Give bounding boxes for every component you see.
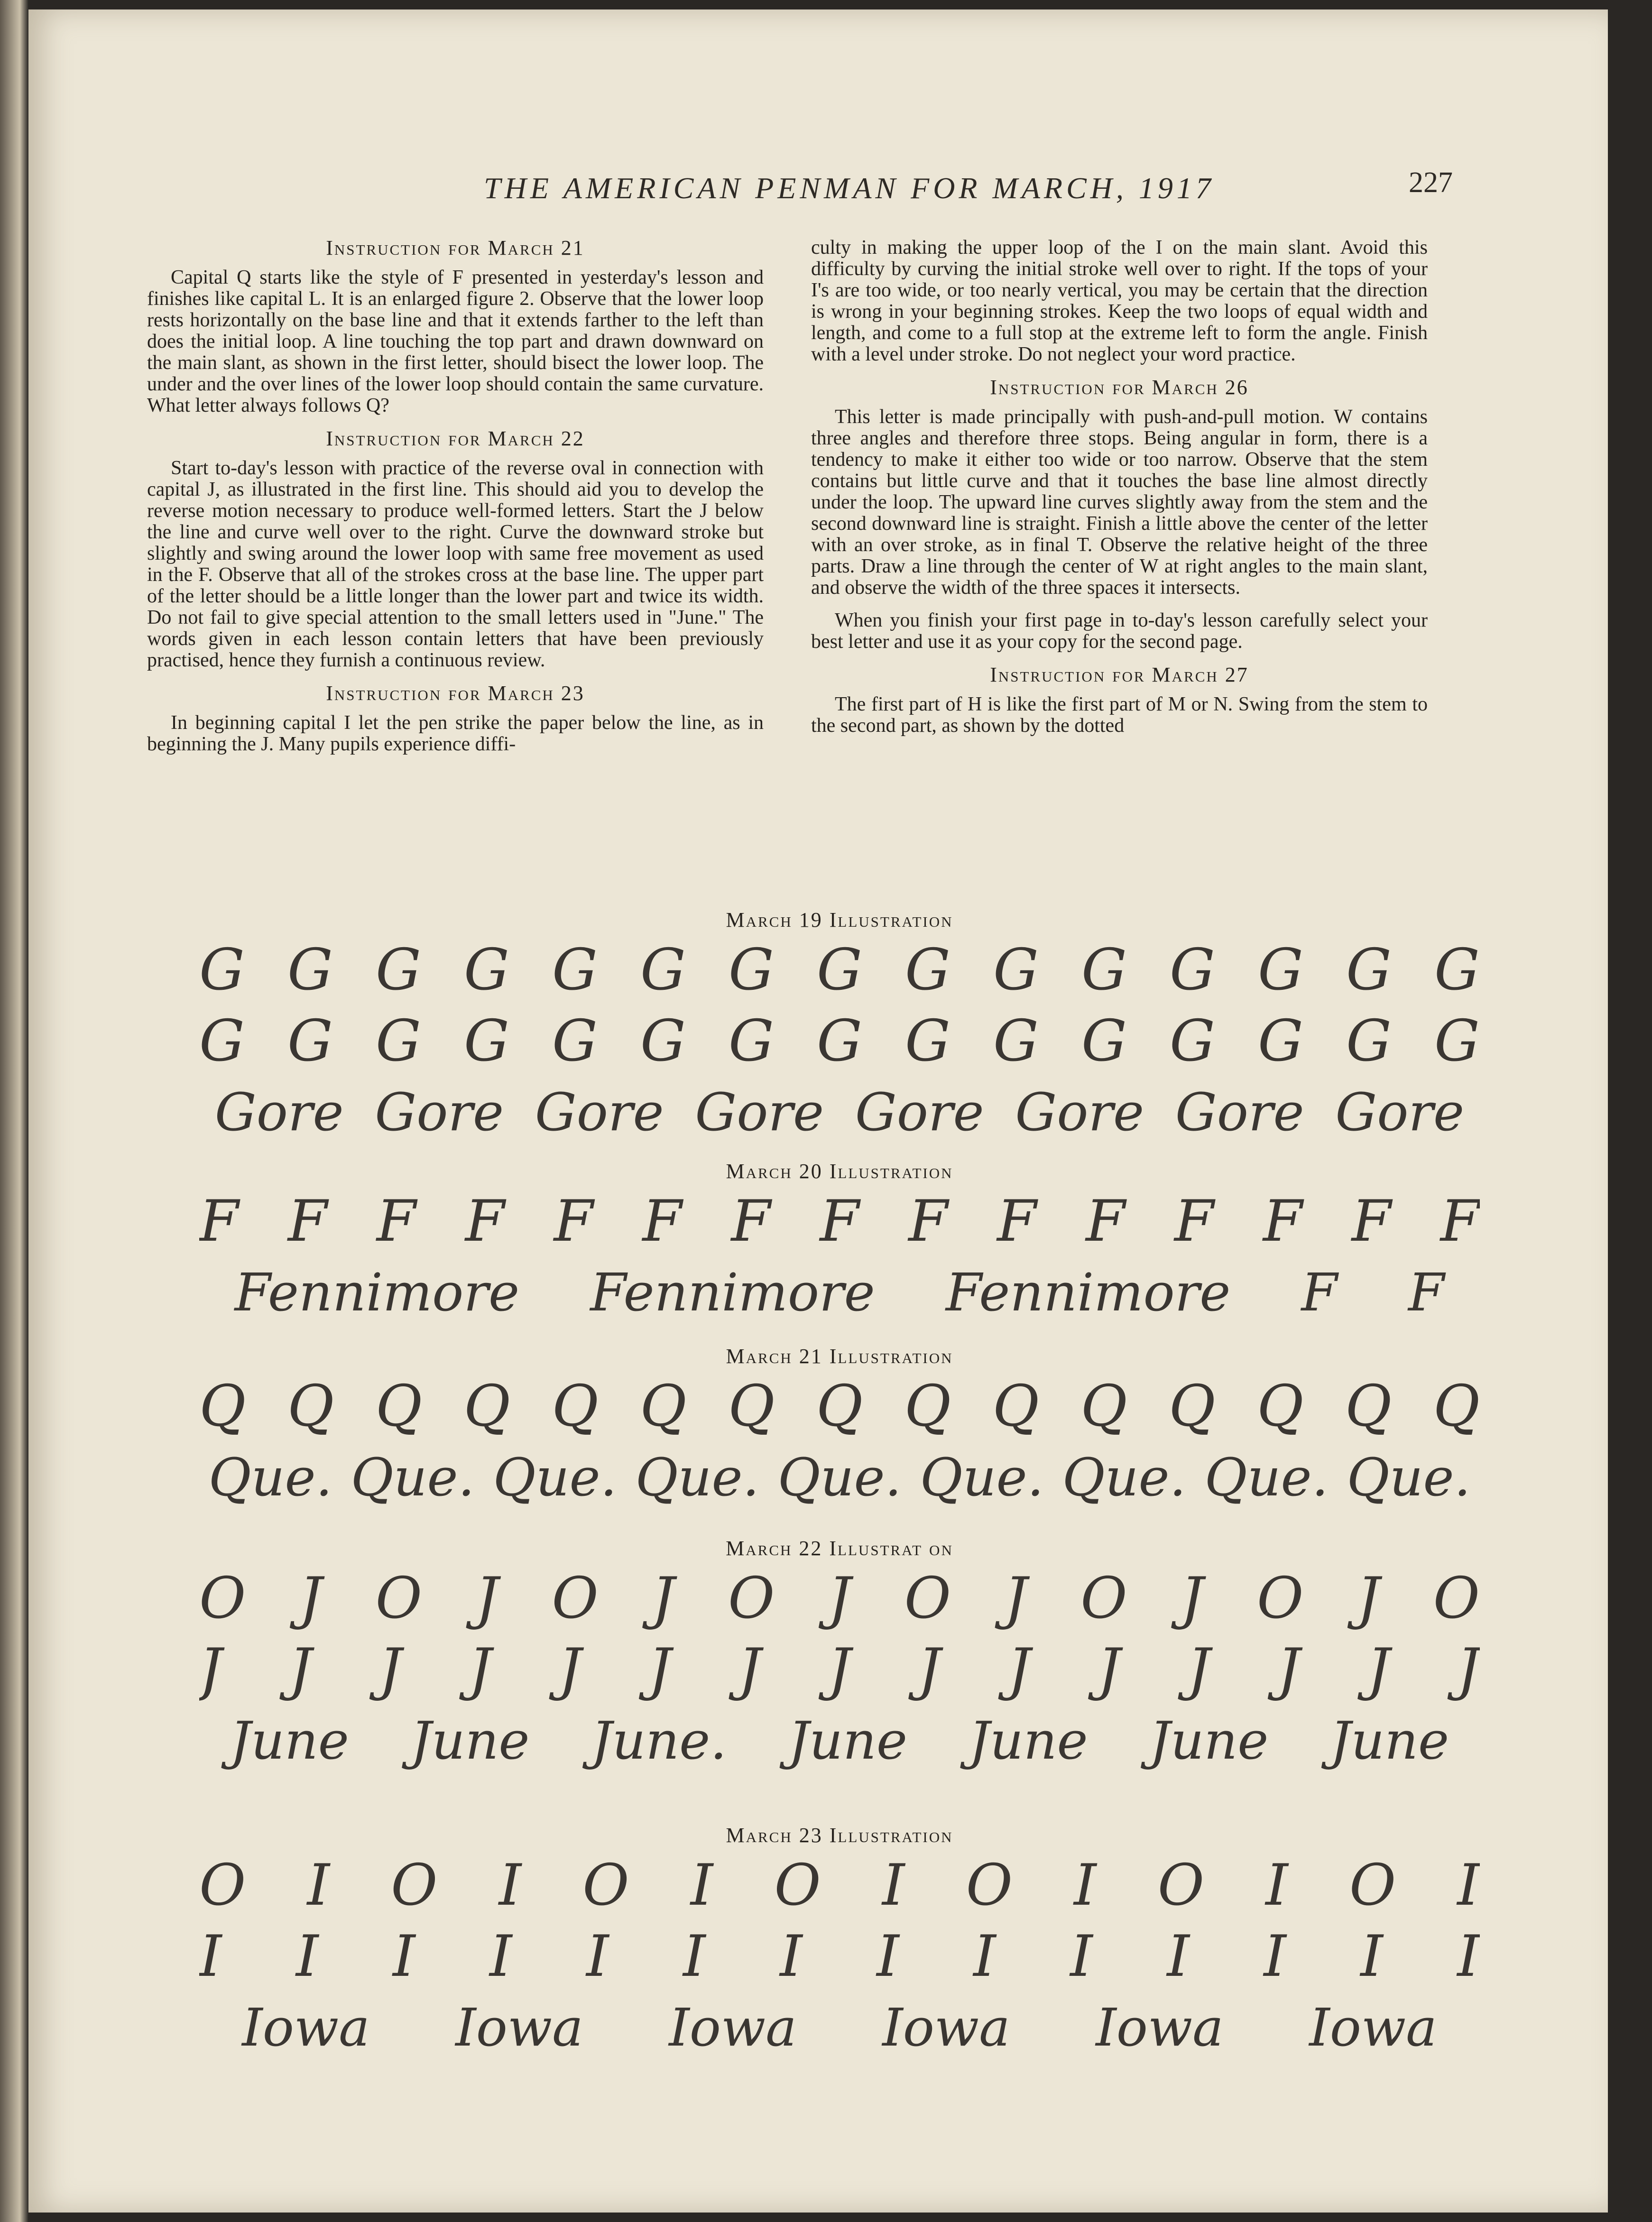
script-sample: Fennimore <box>234 1262 520 1323</box>
script-sample: J <box>828 1565 851 1632</box>
script-sample: J <box>1181 1565 1204 1632</box>
script-sample: F <box>1086 1188 1126 1254</box>
script-sample: Iowa <box>455 1997 583 2058</box>
script-sample: G <box>287 1008 333 1074</box>
script-sample: June <box>788 1710 907 1771</box>
script-sample: F <box>642 1188 682 1254</box>
script-sample: Iowa <box>1096 1997 1224 2058</box>
illustration-march-21 <box>199 1342 1480 1513</box>
script-sample: O <box>375 1565 423 1632</box>
script-sample: J <box>1277 1636 1300 1703</box>
script-sample: Que. <box>493 1447 617 1508</box>
script-sample: G <box>1258 1008 1303 1074</box>
book-gutter <box>0 0 28 2222</box>
script-sample: F <box>731 1188 771 1254</box>
script-sample: June. <box>591 1710 727 1771</box>
script-sample: O <box>774 1852 821 1918</box>
script-row <box>199 1921 1480 1992</box>
script-sample: Que. <box>1347 1447 1471 1508</box>
script-sample: F <box>199 1188 239 1254</box>
script-sample: I <box>1360 1923 1383 1990</box>
script-sample: G <box>1081 937 1127 1003</box>
script-sample: J <box>652 1565 675 1632</box>
script-sample: Que. <box>777 1447 902 1508</box>
script-sample: F <box>1301 1262 1338 1323</box>
script-sample: I <box>1457 1923 1480 1990</box>
script-sample: Q <box>1169 1373 1216 1439</box>
script-sample: O <box>199 1852 246 1918</box>
script-sample: J <box>1357 1565 1380 1632</box>
script-sample: Gore <box>1175 1082 1304 1143</box>
script-sample: F <box>997 1188 1037 1254</box>
script-sample: June <box>410 1710 530 1771</box>
script-sample: O <box>552 1565 599 1632</box>
illustration-heading: March 22 Illustrat on <box>726 1537 953 1560</box>
script-sample: O <box>904 1565 951 1632</box>
script-sample: J <box>1004 1565 1027 1632</box>
section-heading: Instruction for March 21 <box>326 236 585 259</box>
script-sample: J <box>918 1636 941 1703</box>
script-row <box>199 1077 1480 1148</box>
script-sample: G <box>552 937 598 1003</box>
script-sample: F <box>1440 1188 1480 1254</box>
illustration-march-23 <box>199 1821 1480 2063</box>
section-heading: Instruction for March 22 <box>326 427 585 450</box>
paragraph: The first part of H is like the first part of M or N. Swing from the stem to the second part, as shown by the dotted <box>811 693 1428 737</box>
script-sample: Iowa <box>242 1997 370 2058</box>
script-sample: I <box>489 1923 512 1990</box>
script-sample: G <box>905 1008 951 1074</box>
script-sample: G <box>376 1008 421 1074</box>
paragraph: Capital Q starts like the style of F presented in yesterday's lesson and finishes like capital L. It is an enlarged figure 2. Observe that the lower loop rests horizontally on the base line and that it extends farther to the left than does the initial loop. A line touching the top part and drawn downward on the main slant, as shown in the first letter, should bisect the lower loop. The under and the over lines of the lower loop should contain the same curvature. What letter always follows Q? <box>147 267 764 416</box>
script-sample: G <box>1434 1008 1480 1074</box>
illustration-march-20 <box>199 1157 1480 1328</box>
script-sample: Que. <box>1204 1447 1329 1508</box>
script-sample: J <box>289 1636 312 1703</box>
script-sample: O <box>1256 1565 1304 1632</box>
script-sample: J <box>1098 1636 1121 1703</box>
script-sample: J <box>299 1565 323 1632</box>
script-row <box>199 934 1480 1005</box>
script-sample: Iowa <box>1309 1997 1437 2058</box>
script-sample: G <box>729 937 774 1003</box>
script-sample: Q <box>287 1373 334 1439</box>
script-sample: Q <box>199 1373 246 1439</box>
page-header <box>28 166 1608 218</box>
script-sample: I <box>199 1923 222 1990</box>
script-sample: J <box>199 1636 222 1703</box>
script-sample: G <box>287 937 333 1003</box>
page <box>28 9 1608 2213</box>
script-sample: J <box>378 1636 402 1703</box>
script-sample: F <box>465 1188 505 1254</box>
script-sample: F <box>1263 1188 1303 1254</box>
script-sample: O <box>966 1852 1013 1918</box>
script-row <box>199 1442 1480 1513</box>
script-sample: June <box>969 1710 1088 1771</box>
script-sample: G <box>729 1008 774 1074</box>
script-sample: G <box>640 937 686 1003</box>
script-sample: G <box>464 937 509 1003</box>
script-sample: I <box>882 1852 905 1918</box>
script-sample: Gore <box>1015 1082 1144 1143</box>
script-sample: G <box>1170 937 1215 1003</box>
illustration-heading: March 19 Illustration <box>726 908 953 931</box>
script-sample: I <box>690 1852 713 1918</box>
illustration-march-19 <box>199 906 1480 1148</box>
script-sample: J <box>558 1636 581 1703</box>
script-sample: J <box>1007 1636 1031 1703</box>
script-row <box>199 1563 1480 1634</box>
script-sample: F <box>287 1188 328 1254</box>
script-row <box>199 1992 1480 2063</box>
script-row <box>199 1186 1480 1257</box>
script-sample: Q <box>992 1373 1039 1439</box>
paragraph: In beginning capital I let the pen strike the paper below the line, as in beginning the J. Many pupils experience diffi- <box>147 712 764 755</box>
script-sample: O <box>1349 1852 1396 1918</box>
script-sample: I <box>1265 1852 1288 1918</box>
script-sample: G <box>640 1008 686 1074</box>
script-sample: Q <box>375 1373 423 1439</box>
script-sample: Iowa <box>669 1997 797 2058</box>
script-sample: Q <box>552 1373 599 1439</box>
script-sample: Fennimore <box>945 1262 1231 1323</box>
script-row <box>199 1634 1480 1705</box>
script-sample: Q <box>1256 1373 1304 1439</box>
section-heading: Instruction for March 26 <box>990 376 1249 399</box>
script-row <box>199 1257 1480 1328</box>
paragraph: This letter is made principally with push-and-pull motion. W contains three angles and therefore three stops. Being angular in form, there is a tendency to make it either too wide or too narrow. Observe that the stem contains but little curve and that it touches the base line almost directly under the loop. The upward line curves slightly away from the stem and the second downward line is straight. Finish a little above the center of the letter with an over stroke, as in final T. Observe the relative height of the three parts. Draw a line through the center of W at right angles to the main slant, and observe the width of the three spaces it intersects. <box>811 406 1428 599</box>
script-sample: G <box>817 937 862 1003</box>
script-sample: O <box>582 1852 629 1918</box>
script-sample: J <box>648 1636 672 1703</box>
script-sample: Gore <box>695 1082 824 1143</box>
script-sample: Que. <box>920 1447 1044 1508</box>
script-sample: Q <box>1433 1373 1480 1439</box>
script-sample: Que. <box>351 1447 475 1508</box>
script-sample: I <box>586 1923 609 1990</box>
script-sample: J <box>1367 1636 1390 1703</box>
illustration-heading: March 20 Illustration <box>726 1160 953 1183</box>
script-sample: F <box>908 1188 948 1254</box>
script-sample: F <box>376 1188 416 1254</box>
script-sample: June <box>1149 1710 1269 1771</box>
script-sample: I <box>393 1923 415 1990</box>
script-sample: Fennimore <box>590 1262 875 1323</box>
illustration-heading: March 23 Illustration <box>726 1824 953 1847</box>
illustration-march-22 <box>199 1534 1480 1776</box>
script-sample: Q <box>816 1373 863 1439</box>
script-sample: Gore <box>214 1082 344 1143</box>
script-sample: Que. <box>1062 1447 1186 1508</box>
script-sample: G <box>1346 937 1392 1003</box>
script-sample: Gore <box>375 1082 504 1143</box>
script-sample: O <box>1157 1852 1205 1918</box>
script-sample: G <box>1170 1008 1215 1074</box>
script-sample: I <box>498 1852 522 1918</box>
script-sample: J <box>828 1636 851 1703</box>
script-sample: G <box>376 937 421 1003</box>
script-sample: Que. <box>208 1447 332 1508</box>
paragraph: Start to-day's lesson with practice of the reverse oval in connection with capital J, as illustrated in the first line. This should aid you to develop the reverse motion necessary to produce well-formed letters. Start the J below the line and curve well over to the right. Curve the downward stroke but slightly and swing around the lower loop with same free movement as used in the F. Observe that all of the strokes cross at the base line. The upper part of the letter should be a little longer than the lower part and twice its width. Do not fail to give special attention to the small letters used in "June." The words given in each lesson contain letters that have been previously practised, hence they furnish a continuous review. <box>147 457 764 671</box>
script-sample: Iowa <box>882 1997 1010 2058</box>
script-sample: J <box>738 1636 761 1703</box>
script-sample: Q <box>904 1373 951 1439</box>
script-sample: I <box>307 1852 330 1918</box>
script-sample: F <box>1408 1262 1445 1323</box>
script-sample: I <box>1167 1923 1190 1990</box>
section-heading: Instruction for March 23 <box>326 682 585 705</box>
script-sample: G <box>905 937 951 1003</box>
script-sample: G <box>993 937 1039 1003</box>
script-sample: June <box>1330 1710 1449 1771</box>
script-sample: F <box>1174 1188 1214 1254</box>
right-column <box>811 237 1428 748</box>
script-sample: I <box>1074 1852 1097 1918</box>
script-sample: June <box>230 1710 349 1771</box>
section-heading: Instruction for March 27 <box>990 663 1249 686</box>
script-sample: Q <box>728 1373 775 1439</box>
script-sample: I <box>683 1923 706 1990</box>
script-sample: O <box>728 1565 775 1632</box>
script-sample: I <box>1070 1923 1093 1990</box>
script-row <box>199 1850 1480 1921</box>
script-sample: Q <box>1080 1373 1127 1439</box>
script-sample: F <box>554 1188 593 1254</box>
script-sample: I <box>973 1923 996 1990</box>
script-sample: I <box>296 1923 319 1990</box>
script-sample: G <box>993 1008 1039 1074</box>
script-sample: G <box>464 1008 509 1074</box>
script-sample: J <box>469 1636 492 1703</box>
script-row <box>199 1371 1480 1442</box>
script-row <box>199 1005 1480 1077</box>
left-column <box>147 237 764 766</box>
script-sample: G <box>552 1008 598 1074</box>
script-sample: Q <box>463 1373 510 1439</box>
script-sample: O <box>199 1565 246 1632</box>
script-sample: G <box>1081 1008 1127 1074</box>
script-sample: I <box>780 1923 803 1990</box>
script-sample: I <box>877 1923 899 1990</box>
script-sample: O <box>1080 1565 1127 1632</box>
illustration-heading: March 21 Illustration <box>726 1345 953 1368</box>
script-sample: F <box>820 1188 859 1254</box>
script-sample: J <box>1187 1636 1210 1703</box>
script-sample: F <box>1351 1188 1392 1254</box>
script-sample: J <box>475 1565 498 1632</box>
script-sample: Q <box>640 1373 687 1439</box>
script-row <box>199 1705 1480 1776</box>
script-sample: G <box>1258 937 1303 1003</box>
page-number: 227 <box>1409 166 1453 199</box>
script-sample: G <box>1434 937 1480 1003</box>
script-sample: G <box>817 1008 862 1074</box>
script-sample: O <box>1433 1565 1480 1632</box>
script-sample: O <box>391 1852 438 1918</box>
script-sample: G <box>199 1008 245 1074</box>
paragraph: When you finish your first page in to-day's lesson carefully select your best letter and use it as your copy for the second page. <box>811 609 1428 653</box>
script-sample: Gore <box>535 1082 664 1143</box>
paragraph: culty in making the upper loop of the I on the main slant. Avoid this difficulty by curving the initial stroke well over to right. If the tops of your I's are too wide, or too nearly vertical, you may be certain that the direction is wrong in your beginning strokes. Keep the two loops of equal width and length, and come to a full stop at the extreme left to form the angle. Finish with a level under stroke. Do not neglect your word practice. <box>811 237 1428 365</box>
running-title: THE AMERICAN PENMAN FOR MARCH, 1917 <box>484 171 1215 205</box>
script-sample: I <box>1457 1852 1480 1918</box>
script-sample: Que. <box>635 1447 759 1508</box>
script-sample: G <box>1346 1008 1392 1074</box>
script-sample: Gore <box>855 1082 984 1143</box>
script-sample: Q <box>1345 1373 1392 1439</box>
script-sample: I <box>1264 1923 1286 1990</box>
script-sample: Gore <box>1335 1082 1465 1143</box>
script-sample: J <box>1457 1636 1480 1703</box>
script-sample: G <box>199 937 245 1003</box>
